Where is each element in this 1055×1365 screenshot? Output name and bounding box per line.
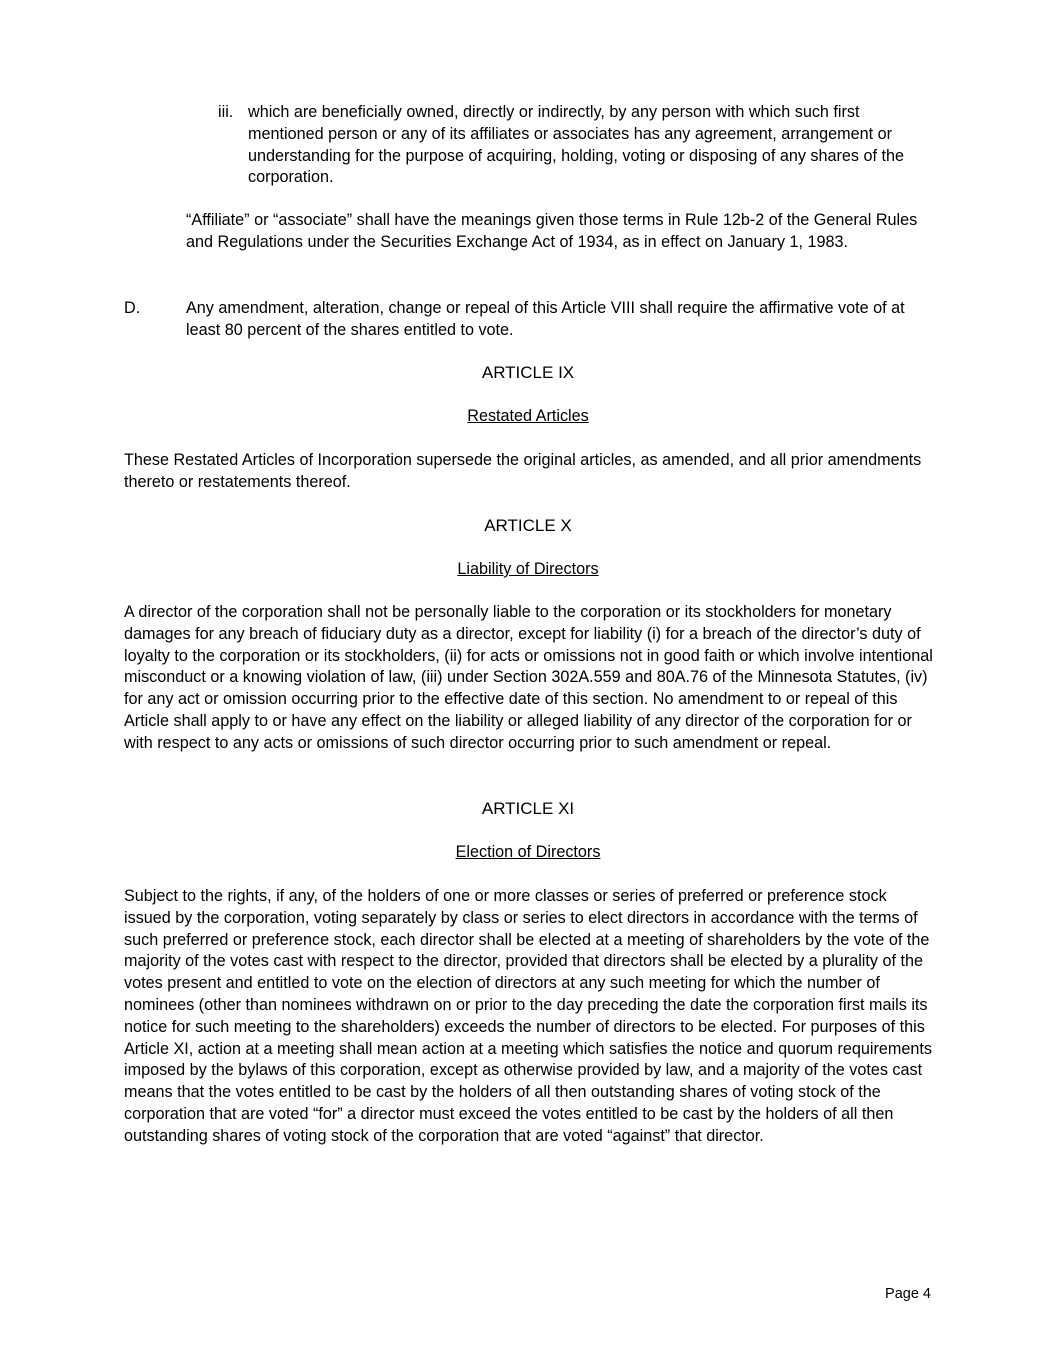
article-x-heading: ARTICLE X	[484, 516, 572, 535]
section-d-text: Any amendment, alteration, change or repeal of this Article VIII shall require the affirmative vote of at least 80 percent of the shares entitled to vote.	[186, 299, 905, 339]
section-d	[124, 298, 932, 342]
article-x-subheading: Liability of Directors	[457, 560, 599, 578]
article-xi-heading: ARTICLE XI	[481, 799, 575, 818]
page-number: Page 4	[885, 1286, 931, 1302]
article-xi-subheading: Election of Directors	[455, 843, 601, 861]
article-xi-body: Subject to the rights, if any, of the holders of one or more classes or series of preferred or preference stock issued by the corporation, voting separately by class or series to elect directors in accordance with the terms of such preferred or preference stock, each director shall be elected at a meeting of shareholders by the vote of the majority of the votes cast with respect to the director, provided that directors shall be elected by a plurality of the votes present and entitled to vote on the election of directors at any such meeting for which the number of nominees (other than nominees withdrawn on or prior to the day preceding the date the corporation first mails its notice for such meeting to the shareholders) exceeds the number of directors to be elected. For purposes of this Article XI, action at a meeting shall mean action at a meeting which satisfies the notice and quorum requirements imposed by the bylaws of this corporation, except as otherwise provided by law, and a majority of the votes cast means that the votes entitled to be cast by the holders of all then outstanding shares of voting stock of the corporation that are voted “for” a director must exceed the votes entitled to be cast by the holders of all then outstanding shares of voting stock of the corporation that are voted “against” that director.	[124, 887, 932, 1145]
list-item-number: iii.	[218, 103, 234, 121]
article-ix-body: These Restated Articles of Incorporation supersede the original articles, as amended, and all prior amendments thereto or restatements thereof.	[124, 451, 922, 491]
article-x-body: A director of the corporation shall not be personally liable to the corporation or its stockholders for monetary damages for any breach of fiduciary duty as a director, except for liability (i) for a breach of the director’s duty of loyalty to the corporation or its stockholders, (ii) for acts or omissions not in good faith or which involve intentional misconduct or a knowing violation of law, (iii) under Section 302A.559 and 80A.76 of the Minnesota Statutes, (iv) for any act or omission occurring prior to the effective date of this section. No amendment to or repeal of this Article shall apply to or have any effect on the liability or alleged liability of any director of the corporation for or with respect to any acts or omissions of such director occurring prior to such amendment or repeal.	[124, 603, 933, 752]
section-d-label: D.	[124, 299, 141, 317]
article-ix-heading: ARTICLE IX	[481, 363, 575, 382]
list-item-text: which are beneficially owned, directly or indirectly, by any person with which such first mentioned person or any of its affiliates or associates has any agreement, arrangement or understanding for the purpose of acquiring, holding, voting or disposing of any shares of the corporation.	[248, 103, 905, 187]
definition-paragraph: “Affiliate” or “associate” shall have the meanings given those terms in Rule 12b-2 of the General Rules and Regulations under the Securities Exchange Act of 1934, as in effect on January 1, 1983.	[186, 211, 918, 251]
list-item-iii	[218, 102, 930, 189]
article-ix-subheading: Restated Articles	[467, 407, 589, 425]
